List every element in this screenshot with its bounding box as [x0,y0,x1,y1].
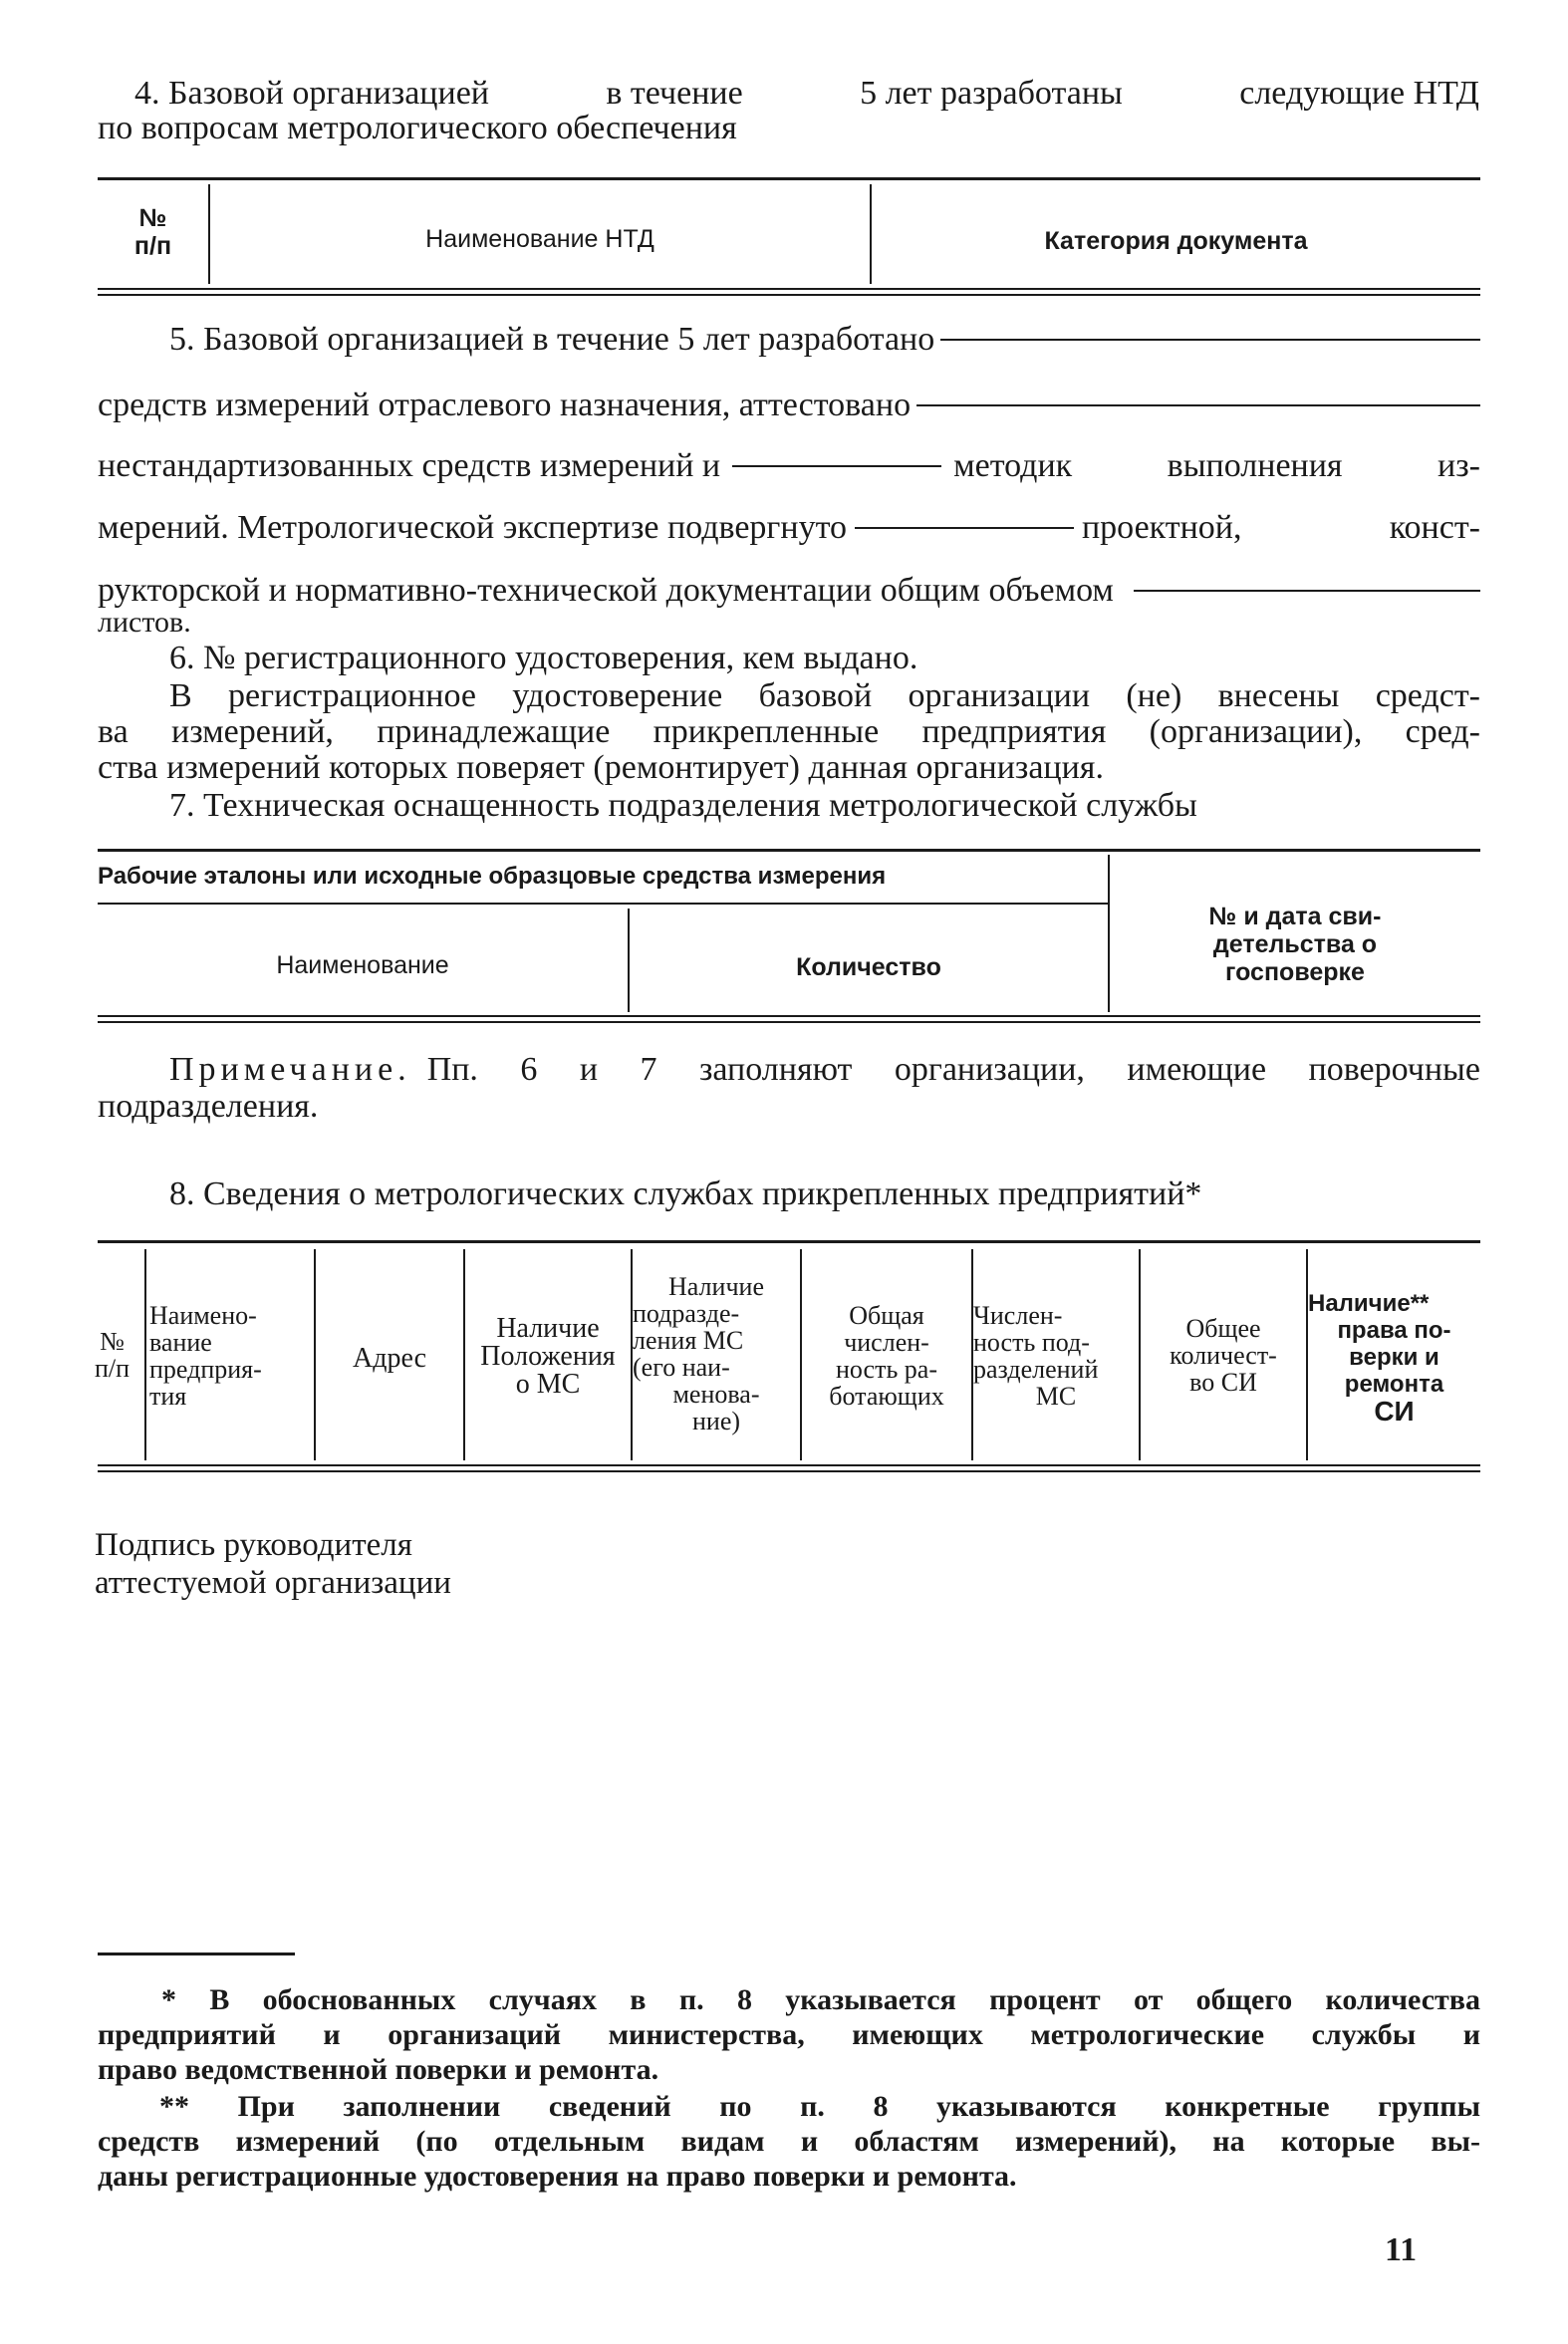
col-header-name: Наименование НТД [425,225,654,253]
col-header-total-si: Общее количест- во СИ [1170,1314,1277,1397]
p8-title: 8. Сведения о метрологических службах прикрепленных предприятий* [169,1175,1202,1212]
signature-block: Подпись руководителя аттестуемой организации [95,1527,451,1601]
p4-line2: по вопросам метрологического обеспечения [98,110,737,146]
col-header-subdivision: Наличие подразде- ления МС (его наи- менова- ние) [633,1272,764,1435]
col-header-category: Категория документа [1044,227,1308,255]
col-group-header: Рабочие эталоны или исходные образцовые средства измерения [98,863,887,890]
footnote-1: * В обоснованных случаях в п. 8 указывается процент от общего количества предприятий и организаций министерства, имеющих метрологические службы и право ведомственной поверки и ремонта. [98,1983,1480,2086]
p7-title: 7. Техническая оснащенность подразделения метрологической службы [169,787,1197,824]
col-header-workers: Общая числен- ность ра- ботающих [829,1301,944,1411]
col-header-cert: № и дата сви- детельства о госповерке [1208,903,1382,986]
note-line1: Примечание. Пп. 6 и 7 заполняют организации, имеющие поверочные [169,1051,1480,1088]
p6-body-line: В регистрационное удостоверение базовой организации (не) внесены средст- [169,677,1480,714]
col-header-no: № п/п [133,204,172,260]
blank-line [732,465,941,467]
footnote-2: ** При заполнении сведений по п. 8 указываются конкретные группы средств измерений (по отдельным видам и областям измерений), на которые вы- даны регистрационные удостоверения на право поверки и ремонта. [98,2090,1480,2193]
col-header-regulation: Наличие Положения о МС [480,1313,616,1400]
p6-body-line: ва измерений, принадлежащие прикрепленные предприятия (организации), сред- [98,713,1480,750]
p4-line1: 4. Базовой организацией в течение 5 лет разработаны следующие НТД [134,75,1479,112]
p5-line5: рукторской и нормативно-технической документации общим объемом [98,572,1480,610]
table-rule [98,1464,1480,1466]
table-rule [98,288,1480,290]
p5-line1: 5. Базовой организацией в течение 5 лет разработано [169,321,1480,359]
blank-line [916,404,1480,406]
p5-line2: средств измерений отраслевого назначения, аттестовано [98,387,1480,424]
note-label: Примечание. [169,1051,411,1088]
p5-line3: нестандартизованных средств измерений и методик выполнения из- [98,447,1480,484]
col-header-rights: Наличие** права по- верки и ремонта СИ [1308,1290,1451,1427]
p5-line6: листов. [98,606,191,639]
p5-line4: мерений. Метрологической экспертизе подвергнуто проектной, конст- [98,509,1480,546]
col-header-enterprise: Наимено- вание предприя- тия [149,1301,262,1411]
page-number: 11 [1385,2231,1418,2268]
note-line2: подразделения. [98,1088,319,1125]
blank-line [1134,590,1480,592]
col-header-address: Адрес [352,1343,427,1374]
blank-line [940,339,1480,341]
table-rule [98,1240,1480,1243]
table-rule [98,1021,1480,1023]
p6-title: 6. № регистрационного удостоверения, кем выдано. [169,640,918,676]
table-rule [98,1470,1480,1472]
table-rule [144,1249,146,1460]
p6-body-line: ства измерений которых поверяет (ремонтирует) данная организация. [98,749,1104,786]
table-rule [98,903,1108,905]
col-header-name: Наименование [276,951,449,979]
blank-line [855,527,1074,529]
table-rule [98,1015,1480,1017]
table-rule [98,177,1480,180]
table-rule [98,849,1480,852]
col-header-staff: Числен- ность под- разделений МС [973,1301,1099,1411]
col-header-qty: Количество [796,953,941,981]
footnote-separator [98,1953,295,1955]
table-rule [98,294,1480,296]
col-header-no: № п/п [94,1327,131,1383]
